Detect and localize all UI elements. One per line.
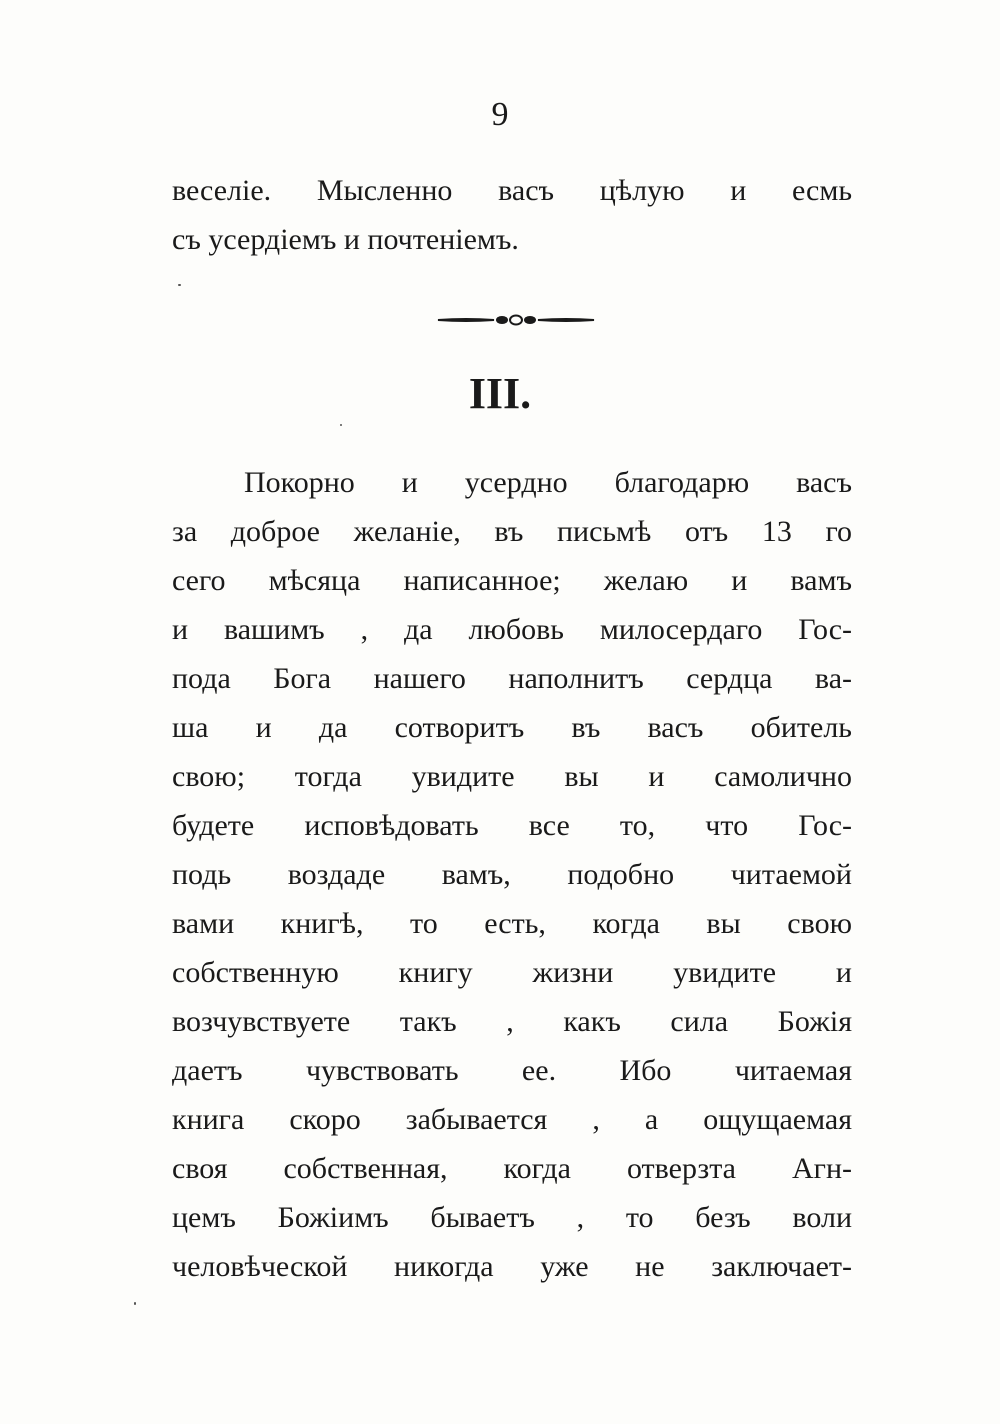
text-line: будете исповѣдовать все то, что Гос- xyxy=(172,809,852,842)
text-line: веселіе. Мысленно васъ цѣлую и есмь xyxy=(172,174,852,207)
text-line: за доброе желаніе, въ письмѣ отъ 13 го xyxy=(172,515,852,548)
top-paragraph xyxy=(172,166,852,264)
text-line: и вашимъ , да любовь милосердаго Гос- xyxy=(172,613,852,646)
print-speck xyxy=(178,284,181,286)
text-line: даетъ чувствовать ее. Ибо читаемая xyxy=(172,1054,852,1087)
text-line: сего мѣсяца написанное; желаю и вамъ xyxy=(172,564,852,597)
text-line: своя собственная, когда отверзта Агн- xyxy=(172,1152,852,1185)
text-line: ша и да сотворитъ въ васъ обитель xyxy=(172,711,852,744)
text-line: свою; тогда увидите вы и самолично xyxy=(172,760,852,793)
text-line: книга скоро забывается , а ощущаемая xyxy=(172,1103,852,1136)
text-line: подь воздаде вамъ, подобно читаемой xyxy=(172,858,852,891)
print-speck xyxy=(134,1302,136,1305)
text-line: пода Бога нашего наполнитъ сердца ва- xyxy=(172,662,852,695)
text-line: возчувствуете такъ , какъ сила Божія xyxy=(172,1005,852,1038)
text-line: собственную книгу жизни увидите и xyxy=(172,956,852,989)
main-paragraph xyxy=(172,458,852,1291)
text-line: цемъ Божіимъ бываетъ , то безъ воли xyxy=(172,1201,852,1234)
section-heading: III. xyxy=(468,369,532,418)
print-speck xyxy=(340,424,342,426)
section-divider-ornament xyxy=(436,310,596,330)
text-line: вами книгѣ, то есть, когда вы свою xyxy=(172,907,852,940)
text-line: съ усердіемъ и почтеніемъ. xyxy=(172,223,519,256)
text-line: человѣческой никогда уже не заключает- xyxy=(172,1250,852,1283)
text-line: Покорно и усердно благодарю васъ xyxy=(244,466,852,499)
page-number: 9 xyxy=(491,96,509,133)
